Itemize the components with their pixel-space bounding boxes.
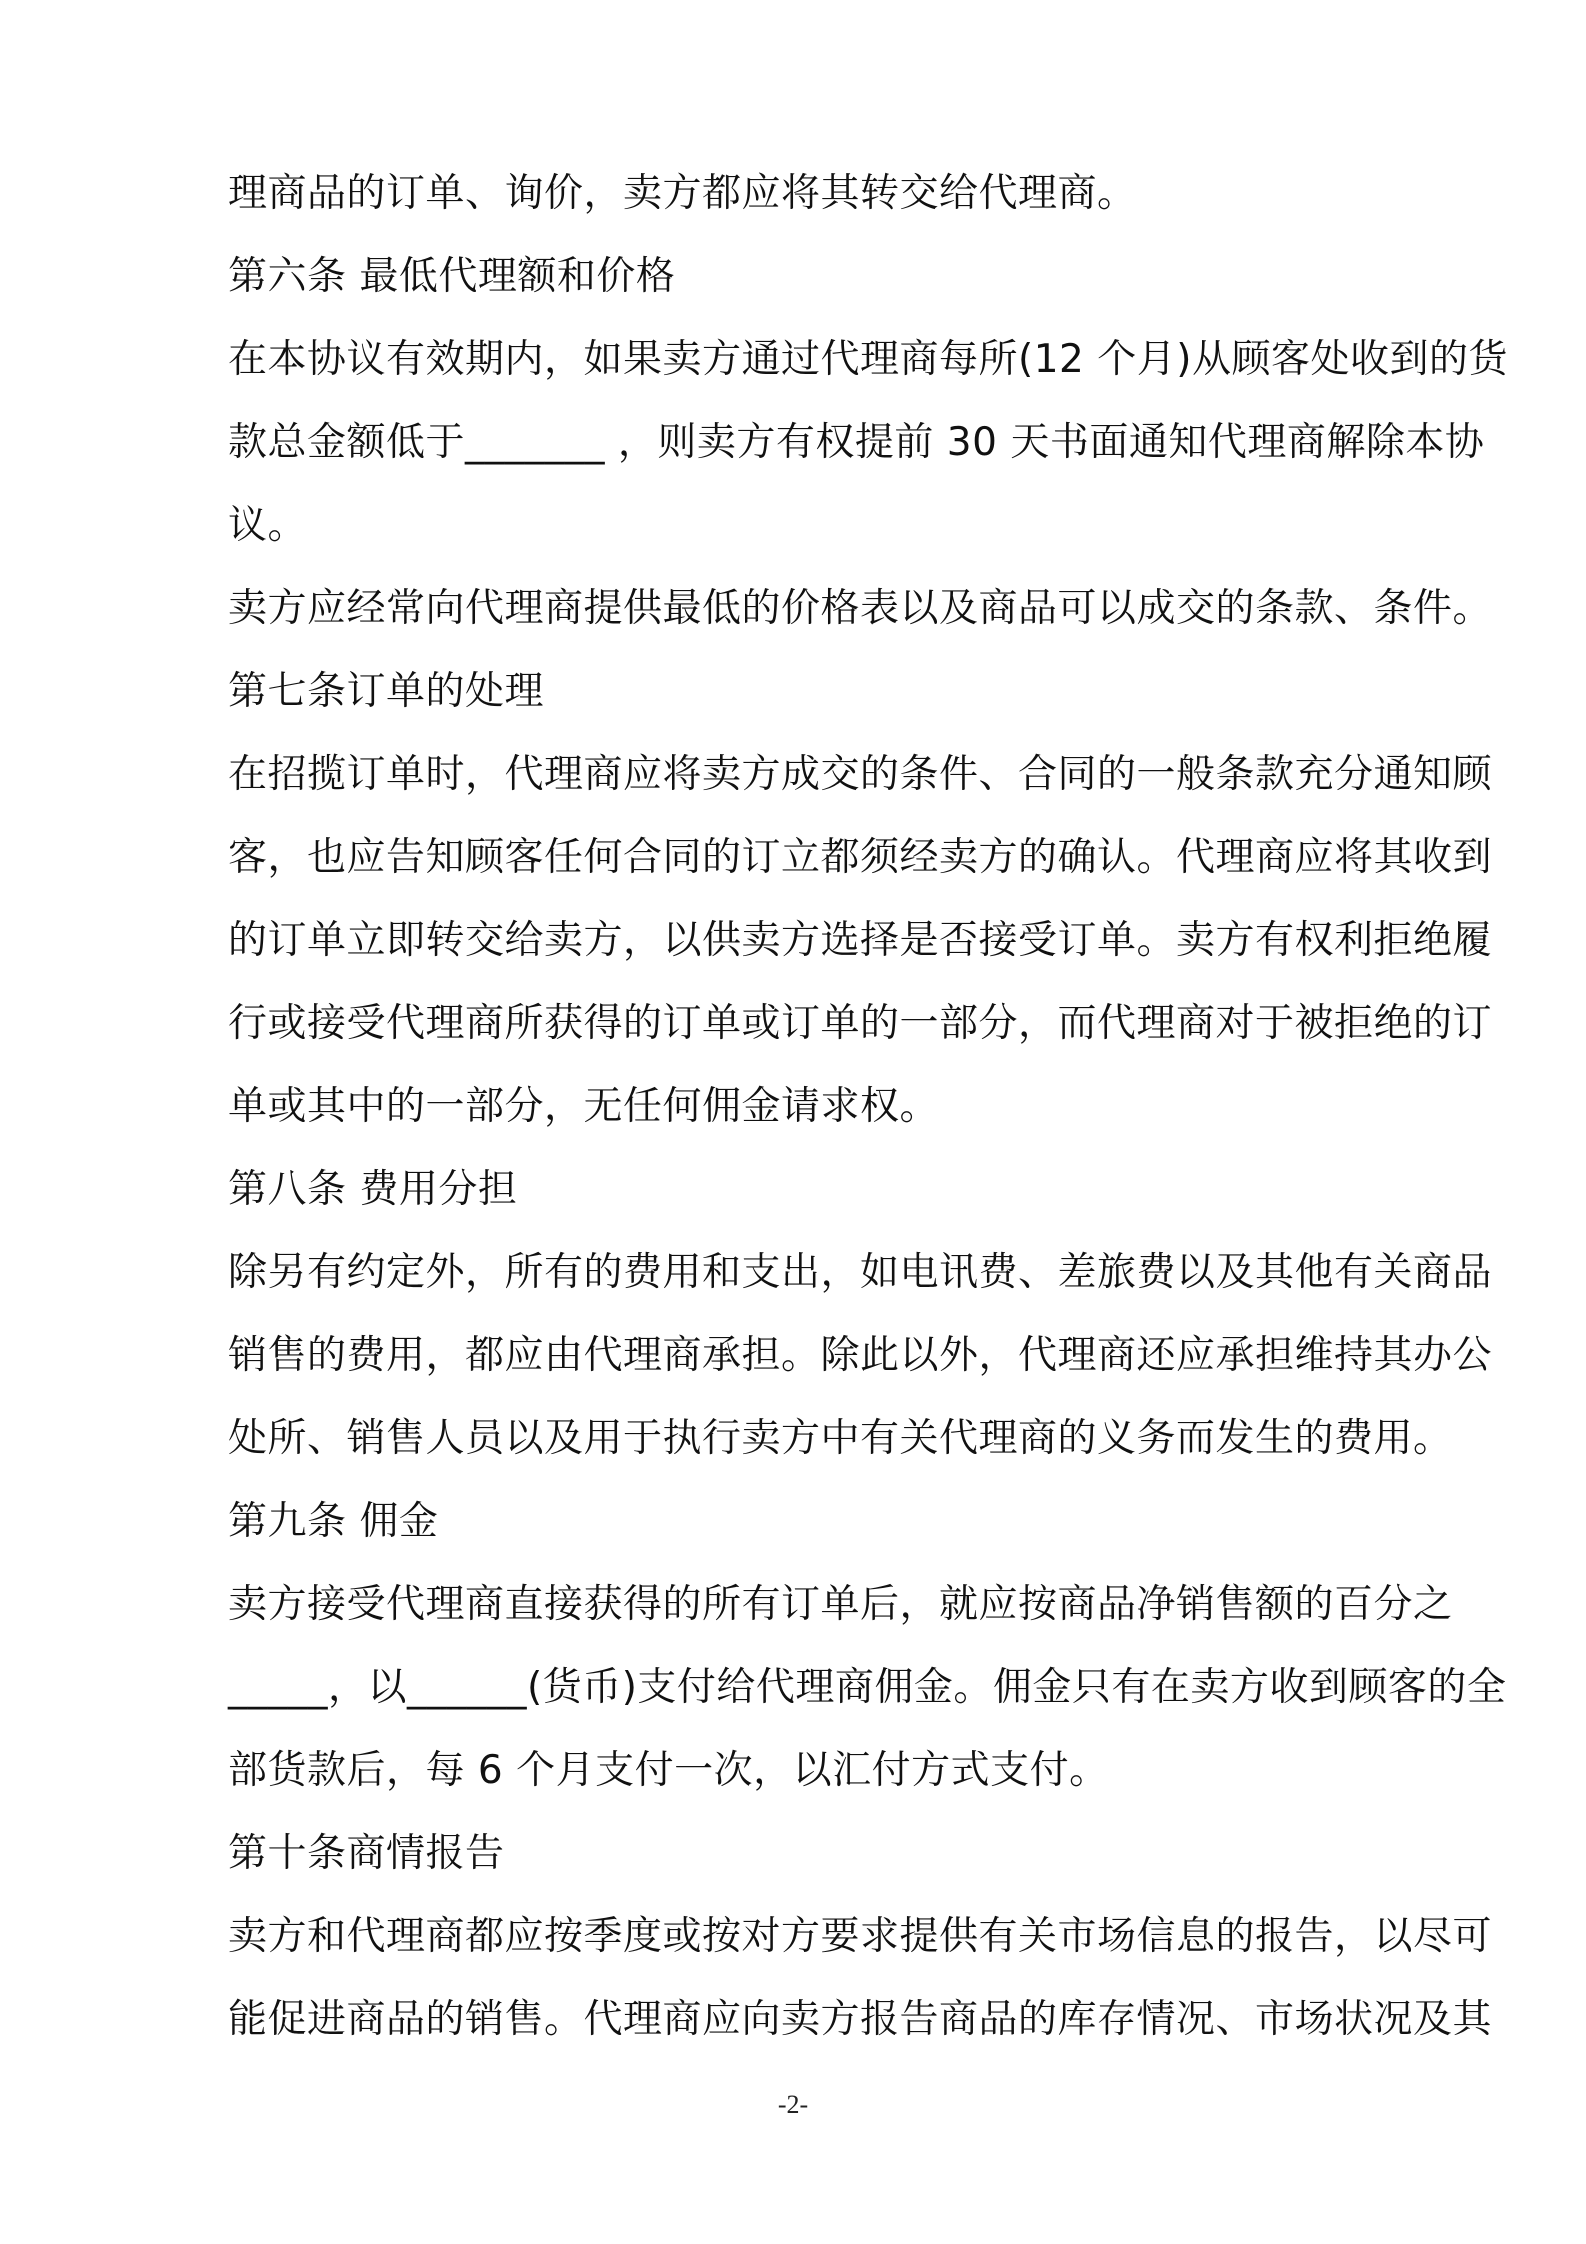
text-line: 理商品的订单、询价，卖方都应将其转交给代理商。 [228,171,1137,216]
text-line: 议。 [228,503,308,548]
section-heading-10: 第十条商情报告 [228,1831,505,1876]
page-number: -2- [777,2090,809,2119]
text-line: 除另有约定外，所有的费用和支出，如电讯费、差旅费以及其他有关商品 [228,1250,1493,1295]
section-heading-7: 第七条订单的处理 [228,669,545,714]
document-body [228,152,1508,2061]
text-line: 部货款后，每 6 个月支付一次，以汇付方式支付。 [228,1748,1109,1793]
text-line: 卖方应经常向代理商提供最低的价格表以及商品可以成交的条款、条件。 [228,586,1493,631]
text-line: 客，也应告知顾客任何合同的订立都须经卖方的确认。代理商应将其收到 [228,835,1493,880]
text-line: 卖方和代理商都应按季度或按对方要求提供有关市场信息的报告，以尽可 [228,1914,1493,1959]
text-line: 在本协议有效期内，如果卖方通过代理商每所(12 个月)从顾客处收到的货 [228,337,1508,382]
text-line: 单或其中的一部分，无任何佣金请求权。 [228,1084,940,1129]
text-line: 卖方接受代理商直接获得的所有订单后，就应按商品净销售额的百分之 [228,1582,1453,1627]
text-line: _____，以______(货币)支付给代理商佣金。佣金只有在卖方收到顾客的全 [228,1665,1507,1710]
text-line: 在招揽订单时，代理商应将卖方成交的条件、合同的一般条款充分通知顾 [228,752,1493,797]
text-line: 行或接受代理商所获得的订单或订单的一部分，而代理商对于被拒绝的订 [228,1001,1493,1046]
text-line: 的订单立即转交给卖方，以供卖方选择是否接受订单。卖方有权利拒绝履 [228,918,1493,963]
text-line: 处所、销售人员以及用于执行卖方中有关代理商的义务而发生的费用。 [228,1416,1453,1461]
section-heading-9: 第九条 佣金 [228,1499,439,1544]
text-line: 能促进商品的销售。代理商应向卖方报告商品的库存情况、市场状况及其 [228,1997,1493,2042]
text-line: 销售的费用，都应由代理商承担。除此以外，代理商还应承担维持其办公 [228,1333,1493,1378]
text-line: 款总金额低于_______ ，则卖方有权提前 30 天书面通知代理商解除本协 [228,420,1485,465]
section-heading-6: 第六条 最低代理额和价格 [228,254,676,299]
section-heading-8: 第八条 费用分担 [228,1167,518,1212]
